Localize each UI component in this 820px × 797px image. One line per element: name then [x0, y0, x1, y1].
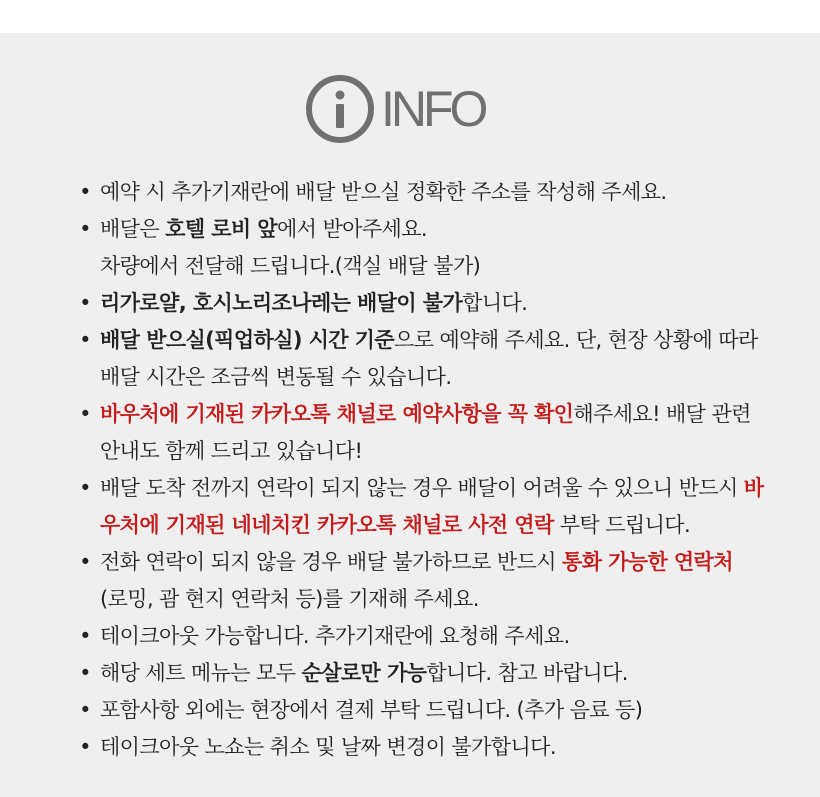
notice-highlight: 통화 가능한 연락처	[562, 550, 733, 574]
list-item	[76, 285, 766, 322]
bullet: •	[79, 624, 91, 648]
list-item	[76, 618, 766, 655]
notice-text: 합니다. 참고 바랍니다.	[426, 661, 628, 685]
bullet: •	[79, 661, 91, 685]
bullet: •	[79, 735, 91, 759]
bullet: •	[79, 217, 91, 241]
list-item	[76, 470, 766, 544]
notice-text: 으로 예약해 주세요. 단, 현장 상황에 따라 배달 시간은 조금씩 변동될 수 있습니다.	[100, 328, 758, 389]
list-item	[76, 396, 766, 470]
notice-text: 배달 도착 전까지 연락이 되지 않는 경우 배달이 어려울 수 있으니 반드시	[100, 476, 744, 500]
notice-text: 예약 시 추가기재란에 배달 받으실 정확한 주소를 작성해 주세요.	[100, 180, 667, 204]
notice-bold: 리가로얄, 호시노리조나레는 배달이 불가	[100, 291, 463, 315]
list-item	[76, 544, 766, 618]
notice-text: 에서 받아주세요.	[277, 217, 427, 241]
bullet: •	[79, 402, 91, 426]
notice-text: 해당 세트 메뉴는 모두	[100, 661, 302, 685]
bullet: •	[79, 476, 91, 500]
notice-bold: 배달 받으실(픽업하실) 시간 기준	[100, 328, 395, 352]
notice-text: 테이크아웃 가능합니다. 추가기재란에 요청해 주세요.	[100, 624, 570, 648]
notice-list	[76, 174, 766, 766]
notice-text: 부탁 드립니다.	[553, 513, 691, 537]
notice-highlight: 바우처에 기재된 카카오톡 채널로 예약사항을 꼭 확인	[100, 402, 574, 426]
list-item	[76, 692, 766, 729]
bullet: •	[79, 180, 91, 204]
notice-bold: 순살로만 가능	[301, 661, 427, 685]
bullet: •	[79, 550, 91, 574]
info-title: INFO	[381, 81, 485, 137]
notice-text: 테이크아웃 노쇼는 취소 및 날짜 변경이 불가합니다.	[100, 735, 556, 759]
list-item	[76, 322, 766, 396]
bullet: •	[79, 698, 91, 722]
list-item	[76, 729, 766, 766]
notice-text: 합니다.	[462, 291, 528, 315]
notice-text: 배달은	[100, 217, 166, 241]
notice-highlight: 바우처에 기재된 네네치킨 카카오톡 채널로 사전 연락	[100, 476, 764, 537]
info-header	[305, 74, 484, 144]
notice-text: 해주세요! 배달 관련 안내도 함께 드리고 있습니다!	[100, 402, 751, 463]
bullet: •	[79, 291, 91, 315]
list-item	[76, 211, 766, 285]
notice-text: (로밍, 괌 현지 연락처 등)를 기재해 주세요.	[100, 587, 479, 611]
bullet: •	[79, 328, 91, 352]
list-item	[76, 174, 766, 211]
notice-text: 포함사항 외에는 현장에서 결제 부탁 드립니다. (추가 음료 등)	[100, 698, 643, 722]
notice-bold: 호텔 로비 앞	[165, 217, 277, 241]
list-item	[76, 655, 766, 692]
notice-text: 차량에서 전달해 드립니다.(객실 배달 불가)	[100, 254, 481, 278]
notice-text: 전화 연락이 되지 않을 경우 배달 불가하므로 반드시	[100, 550, 563, 574]
info-circle-icon	[305, 74, 375, 144]
